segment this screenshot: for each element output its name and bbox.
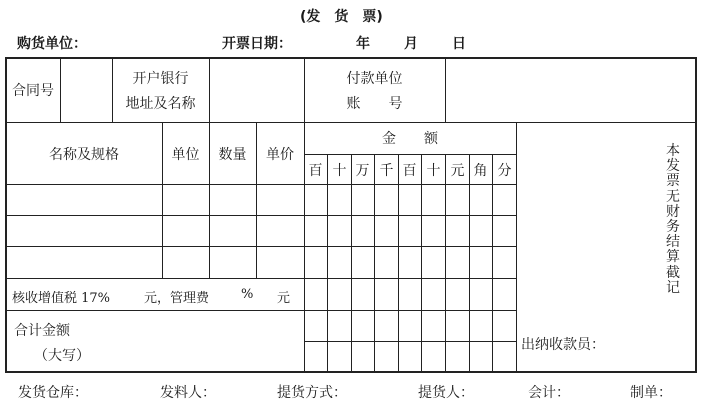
payer-label-line1: 付款单位	[346, 71, 403, 87]
digit-jiao: 角	[473, 163, 488, 179]
digit-hundred: 百	[402, 163, 417, 179]
tax-label: 核收增值税 17%	[12, 291, 111, 306]
row-line	[6, 122, 695, 123]
tax-percent-label: %	[241, 287, 254, 302]
unit-header: 单位	[171, 147, 200, 163]
unit-price-header: 单价	[266, 147, 294, 163]
col-line	[445, 58, 446, 122]
name-spec-header: 名称及规格	[49, 147, 119, 163]
digit-col-line	[374, 154, 375, 372]
footer-picker-label: 提货人：	[418, 385, 474, 401]
buyer-label: 购货单位：	[17, 36, 87, 52]
digit-col-line	[445, 154, 446, 372]
row-line	[6, 310, 516, 311]
row-line	[304, 341, 516, 342]
row-line	[6, 215, 516, 216]
bank-label-line2: 地址及名称	[125, 96, 196, 112]
row-line	[6, 184, 516, 185]
row-line	[6, 246, 516, 247]
row-line	[6, 278, 516, 279]
digit-yuan: 元	[450, 163, 465, 179]
digit-ten-million: 十	[332, 163, 347, 179]
digit-col-line	[398, 154, 399, 372]
digit-ten-thousand: 万	[355, 163, 370, 179]
digit-thousand: 千	[379, 163, 394, 179]
col-line	[209, 58, 210, 122]
table-border-right	[695, 57, 697, 373]
digit-fen: 分	[497, 163, 512, 179]
col-line	[516, 122, 517, 372]
digit-hundred-million: 百	[308, 163, 323, 179]
month-label: 月	[404, 36, 418, 52]
footer-accountant-label: 会计：	[528, 385, 570, 401]
digit-ten: 十	[426, 163, 441, 179]
tax-yuan-manage-label: 元，管理费	[144, 291, 210, 306]
table-border-top	[5, 57, 697, 59]
digit-col-line	[351, 154, 352, 372]
cashier-label: 出纳收款员：	[521, 337, 605, 353]
footer-warehouse-label: 发货仓库：	[18, 385, 88, 401]
contract-no-label: 合同号	[12, 83, 54, 99]
digit-col-line	[327, 154, 328, 372]
col-line	[60, 58, 61, 122]
year-label: 年	[356, 36, 370, 52]
bank-label-line1: 开户银行	[132, 71, 189, 87]
invoice-title: (发 货 票)	[300, 9, 383, 25]
footer-delivery-method-label: 提货方式：	[277, 385, 347, 401]
amount-header: 金 额	[382, 131, 438, 147]
day-label: 日	[452, 36, 466, 52]
quantity-header: 数量	[218, 147, 247, 163]
row-line	[304, 154, 516, 155]
footer-issuer-label: 发料人：	[160, 385, 216, 401]
digit-col-line	[492, 154, 493, 372]
digit-col-line	[469, 154, 470, 372]
digit-col-line	[421, 154, 422, 372]
footer-maker-label: 制单：	[630, 385, 672, 401]
payer-label-line2: 账 号	[346, 96, 403, 112]
date-label: 开票日期：	[222, 36, 292, 52]
side-note-vertical: 本发票无财务结算截记	[666, 143, 680, 296]
total-amount-uppercase-label: （大写）	[34, 348, 90, 364]
tax-yuan-label: 元	[277, 291, 291, 306]
total-amount-label: 合计金额	[14, 323, 70, 339]
